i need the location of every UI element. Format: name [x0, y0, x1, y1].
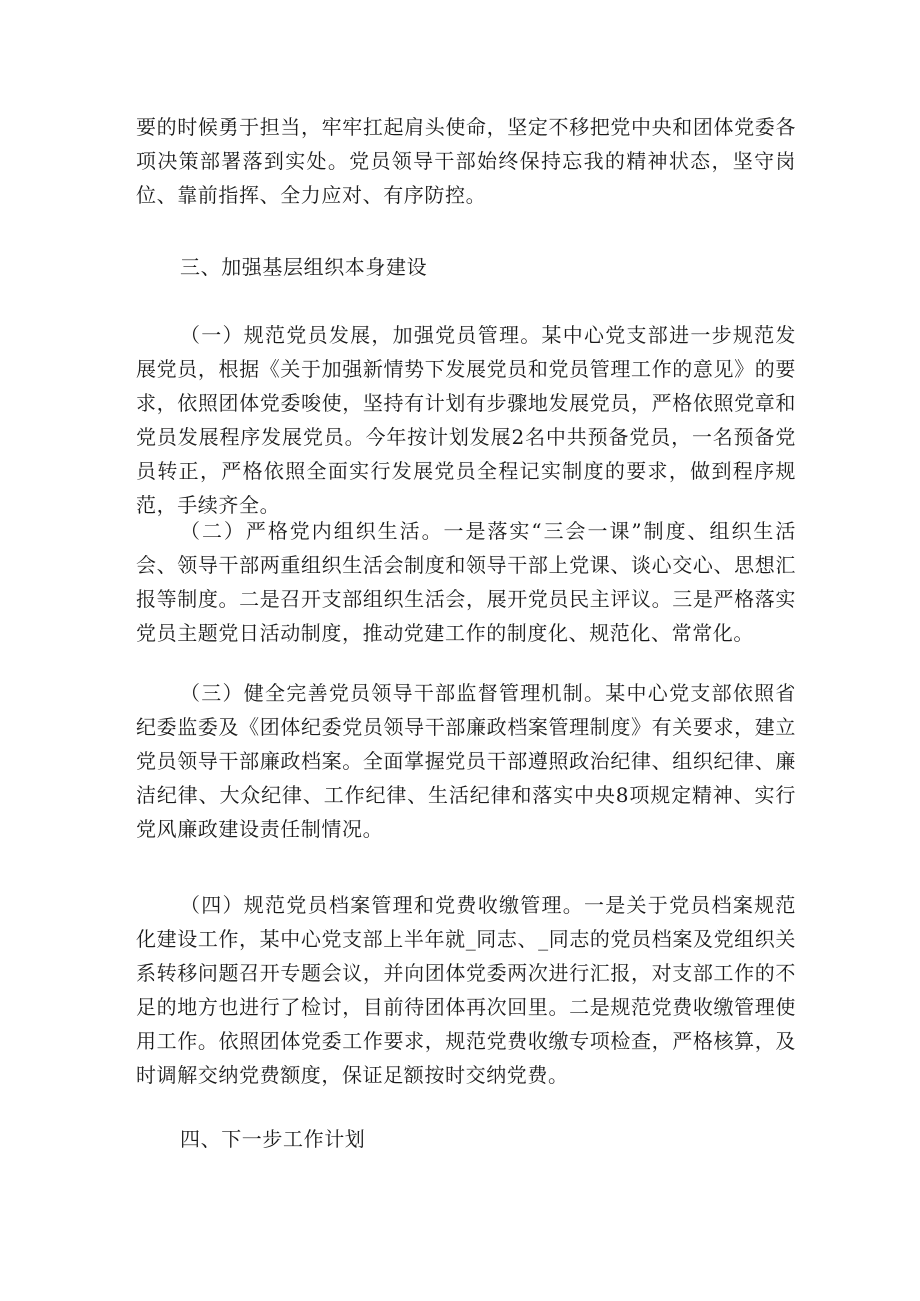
paragraph-archive-and-dues: （四）规范党员档案管理和党费收缴管理。一是关于党员档案规范化建设工作，某中心党支部上半年就_同志、_同志的党员档案及党组织关系转移问题召开专题会议，并向团体党委两次进行汇报，对支部工作的不足的地方也进行了检讨，目前待团体再次回里。二是规范党费收缴管理使用工作。依照团体党委工作要求，规范党费收缴专项检查，严格核算，及时调解交纳党费额度，保证足额按时交纳党费。 — [136, 893, 796, 1087]
paragraph-continuation: 要的时候勇于担当，牢牢扛起肩头使命，坚定不移把党中央和团体党委各项决策部署落到实处。党员领导干部始终保持忘我的精神状态，坚守岗位、靠前指挥、全力应对、有序防控。 — [136, 115, 796, 207]
paragraph-supervision-mechanism: （三）健全完善党员领导干部监督管理机制。某中心党支部依照省纪委监委及《团体纪委党员领导干部廉政档案管理制度》有关要求，建立党员领导干部廉政档案。全面掌握党员干部遵照政治纪律、组织纪律、廉洁纪律、大众纪律、工作纪律、生活纪律和落实中央8项规定精神、实行党风廉政建设责任制情况。 — [136, 681, 796, 841]
section-heading-4: 四、下一步工作计划 — [180, 1127, 366, 1151]
section-heading-3: 三、加强基层组织本身建设 — [180, 255, 428, 279]
paragraph-party-member-development: （一）规范党员发展，加强党员管理。某中心党支部进一步规范发展党员，根据《关于加强新情势下发展党员和党员管理工作的意见》的要求，依照团体党委唆使，坚持有计划有步骤地发展党员，严格依照党章和党员发展程序发展党员。今年按计划发展2名中共预备党员，一名预备党员转正，严格依照全面实行发展党员全程记实制度的要求，做到程序规范，手续齐全。 — [136, 323, 796, 517]
paragraph-organizational-life: （二）严格党内组织生活。一是落实“三会一课”制度、组织生活会、领导干部两重组织生活会制度和领导干部上党课、谈心交心、思想汇报等制度。二是召开支部组织生活会，展开党员民主评议。三是严格落实党员主题党日活动制度，推动党建工作的制度化、规范化、常常化。 — [136, 519, 796, 645]
